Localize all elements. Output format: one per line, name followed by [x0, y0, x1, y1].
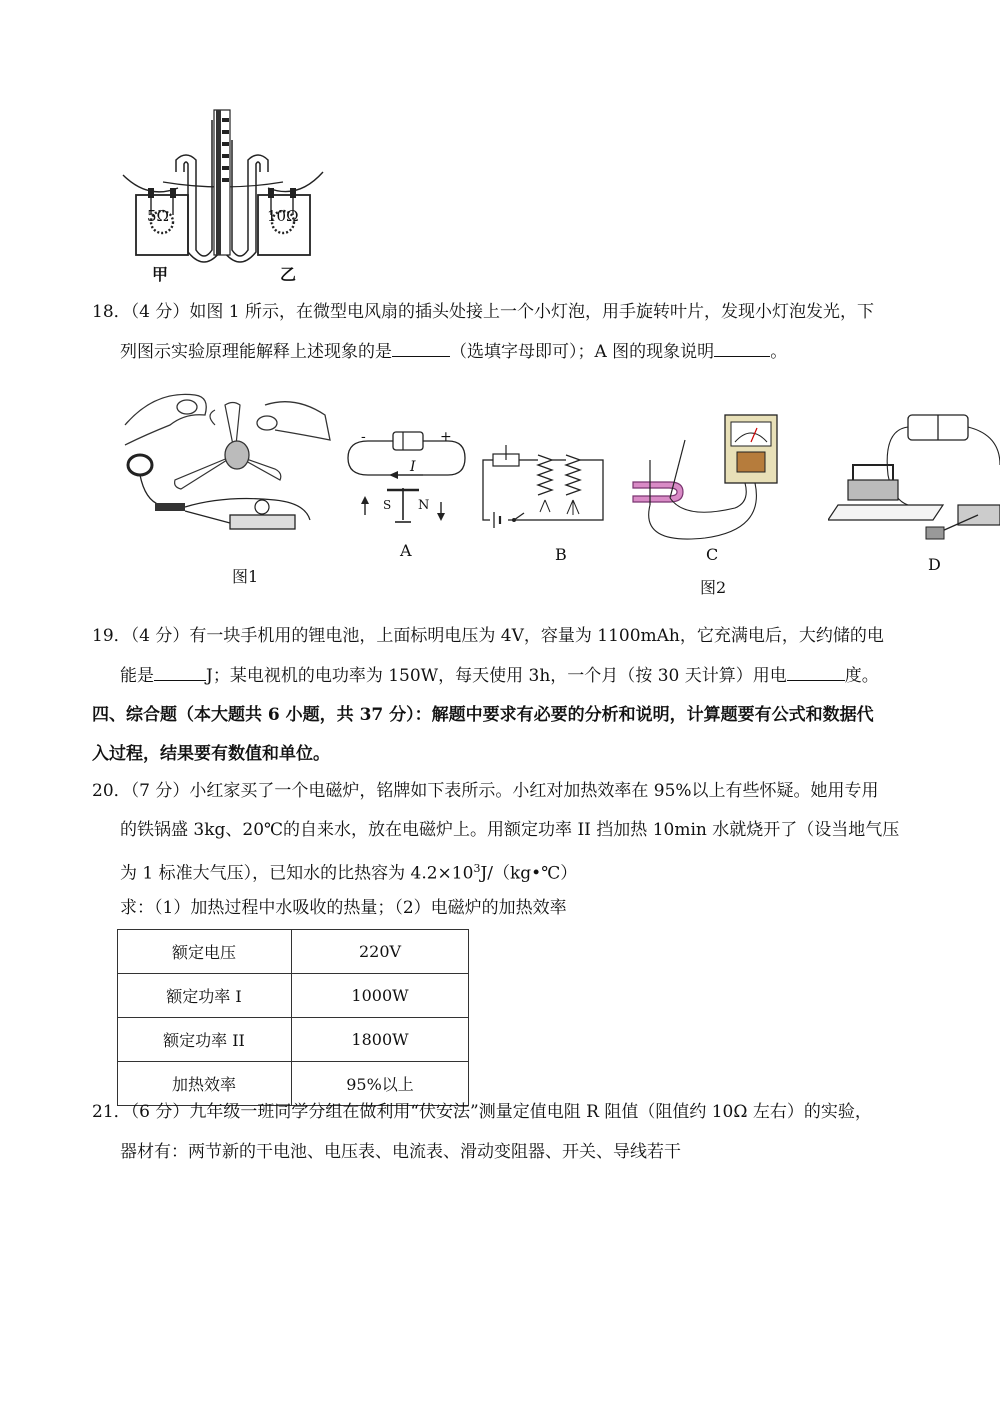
motor-figure	[828, 405, 1000, 555]
q20-line-4: 求：（1）加热过程中水吸收的热量；（2）电磁炉的加热效率	[120, 898, 567, 918]
q18-line-2b: （选填字母即可）；A 图的现象说明	[450, 342, 715, 362]
q20-line-2: 的铁锅盛 3kg、20℃的自来水，放在电磁炉上。用额定功率 II 挡加热 10min 水就烧开了（设当地气压	[120, 820, 900, 840]
q19-line-2	[120, 664, 879, 688]
q20-line-3b: J/（kg•℃）	[480, 863, 578, 884]
answer-blank[interactable]	[392, 340, 450, 357]
table-key: 额定功率 II	[118, 1018, 292, 1062]
table-key: 加热效率	[118, 1062, 292, 1106]
q20-line-1: 20．（7 分）小红家买了一个电磁炉，铭牌如下表所示。小红对加热效率在 95%以上有些怀疑。她用专用	[92, 781, 879, 801]
table-row	[118, 1018, 469, 1062]
fig2-caption: 图2	[700, 578, 727, 597]
q20-exponent: 3	[473, 862, 481, 875]
table-row	[118, 974, 469, 1018]
table-value: 1000W	[292, 974, 469, 1018]
right-beaker-label: 乙	[280, 265, 297, 284]
oersted-figure	[343, 430, 473, 540]
q21-line-2: 器材有：两节新的干电池、电压表、电流表、滑动变阻器、开关、导线若干	[120, 1142, 681, 1162]
q21-line-1: 21．（6 分）九年级一班同学分组在做利用“伏安法”测量定值电阻 R 阻值（阻值约 10Ω 左右）的实验，	[92, 1102, 872, 1122]
q20-line-3	[120, 857, 577, 886]
answer-blank[interactable]	[154, 664, 206, 681]
fig-d-label: D	[928, 555, 941, 574]
fig-c-label: C	[706, 545, 719, 564]
q20-line-3a: 为 1 标准大气压），已知水的比热容为 4.2×10	[120, 863, 474, 884]
table-key: 额定功率 I	[118, 974, 292, 1018]
table-value: 1800W	[292, 1018, 469, 1062]
battery-minus-label: -	[361, 429, 366, 445]
current-label: I	[410, 459, 416, 475]
nameplate-table	[117, 929, 469, 1106]
table-row	[118, 1062, 469, 1106]
q18-line-2c: 。	[770, 342, 788, 362]
q18-line-2a: 列图示实验原理能解释上述现象的是	[120, 342, 392, 362]
right-resistor-label: 10Ω	[267, 207, 299, 225]
section-heading-line-2: 入过程，结果要有数值和单位。	[92, 744, 330, 764]
induction-figure	[625, 410, 800, 550]
fan-lamp-figure	[115, 385, 335, 565]
q19-line-2b: J；某电视机的电功率为 150W，每天使用 3h，一个月（按 30 天计算）用电	[206, 666, 787, 686]
q19-line-1: 19．（4 分）有一块手机用的锂电池，上面标明电压为 4V，容量为 1100mAh，它充满电后，大约储的电	[92, 626, 884, 646]
left-beaker-label: 甲	[152, 265, 169, 284]
compass-s-label: S	[383, 498, 392, 512]
table-key: 额定电压	[118, 930, 292, 974]
q19-line-2a: 能是	[120, 666, 154, 686]
table-value: 95%以上	[292, 1062, 469, 1106]
compass-n-label: N	[418, 498, 430, 513]
left-resistor-label: 5Ω	[147, 207, 169, 225]
fig1-caption: 图1	[232, 567, 259, 586]
fig-b-label: B	[555, 545, 567, 564]
table-row	[118, 930, 469, 974]
q18-line-2	[120, 340, 787, 364]
electromagnet-figure	[478, 440, 608, 535]
q18-line-1: 18．（4 分）如图 1 所示，在微型电风扇的插头处接上一个小灯泡，用手旋转叶片，发现小灯泡发光，下	[92, 302, 874, 322]
q19-line-2c: 度。	[844, 666, 879, 686]
table-value: 220V	[292, 930, 469, 974]
fig-a-label: A	[400, 541, 412, 560]
answer-blank[interactable]	[787, 664, 845, 681]
battery-plus-label: +	[440, 429, 452, 445]
section-heading-line-1: 四、综合题（本大题共 6 小题，共 37 分）：解题中要求有必要的分析和说明，计算题要有公式和数据代	[92, 705, 874, 725]
answer-blank[interactable]	[714, 340, 770, 357]
joule-heating-figure	[118, 100, 328, 290]
